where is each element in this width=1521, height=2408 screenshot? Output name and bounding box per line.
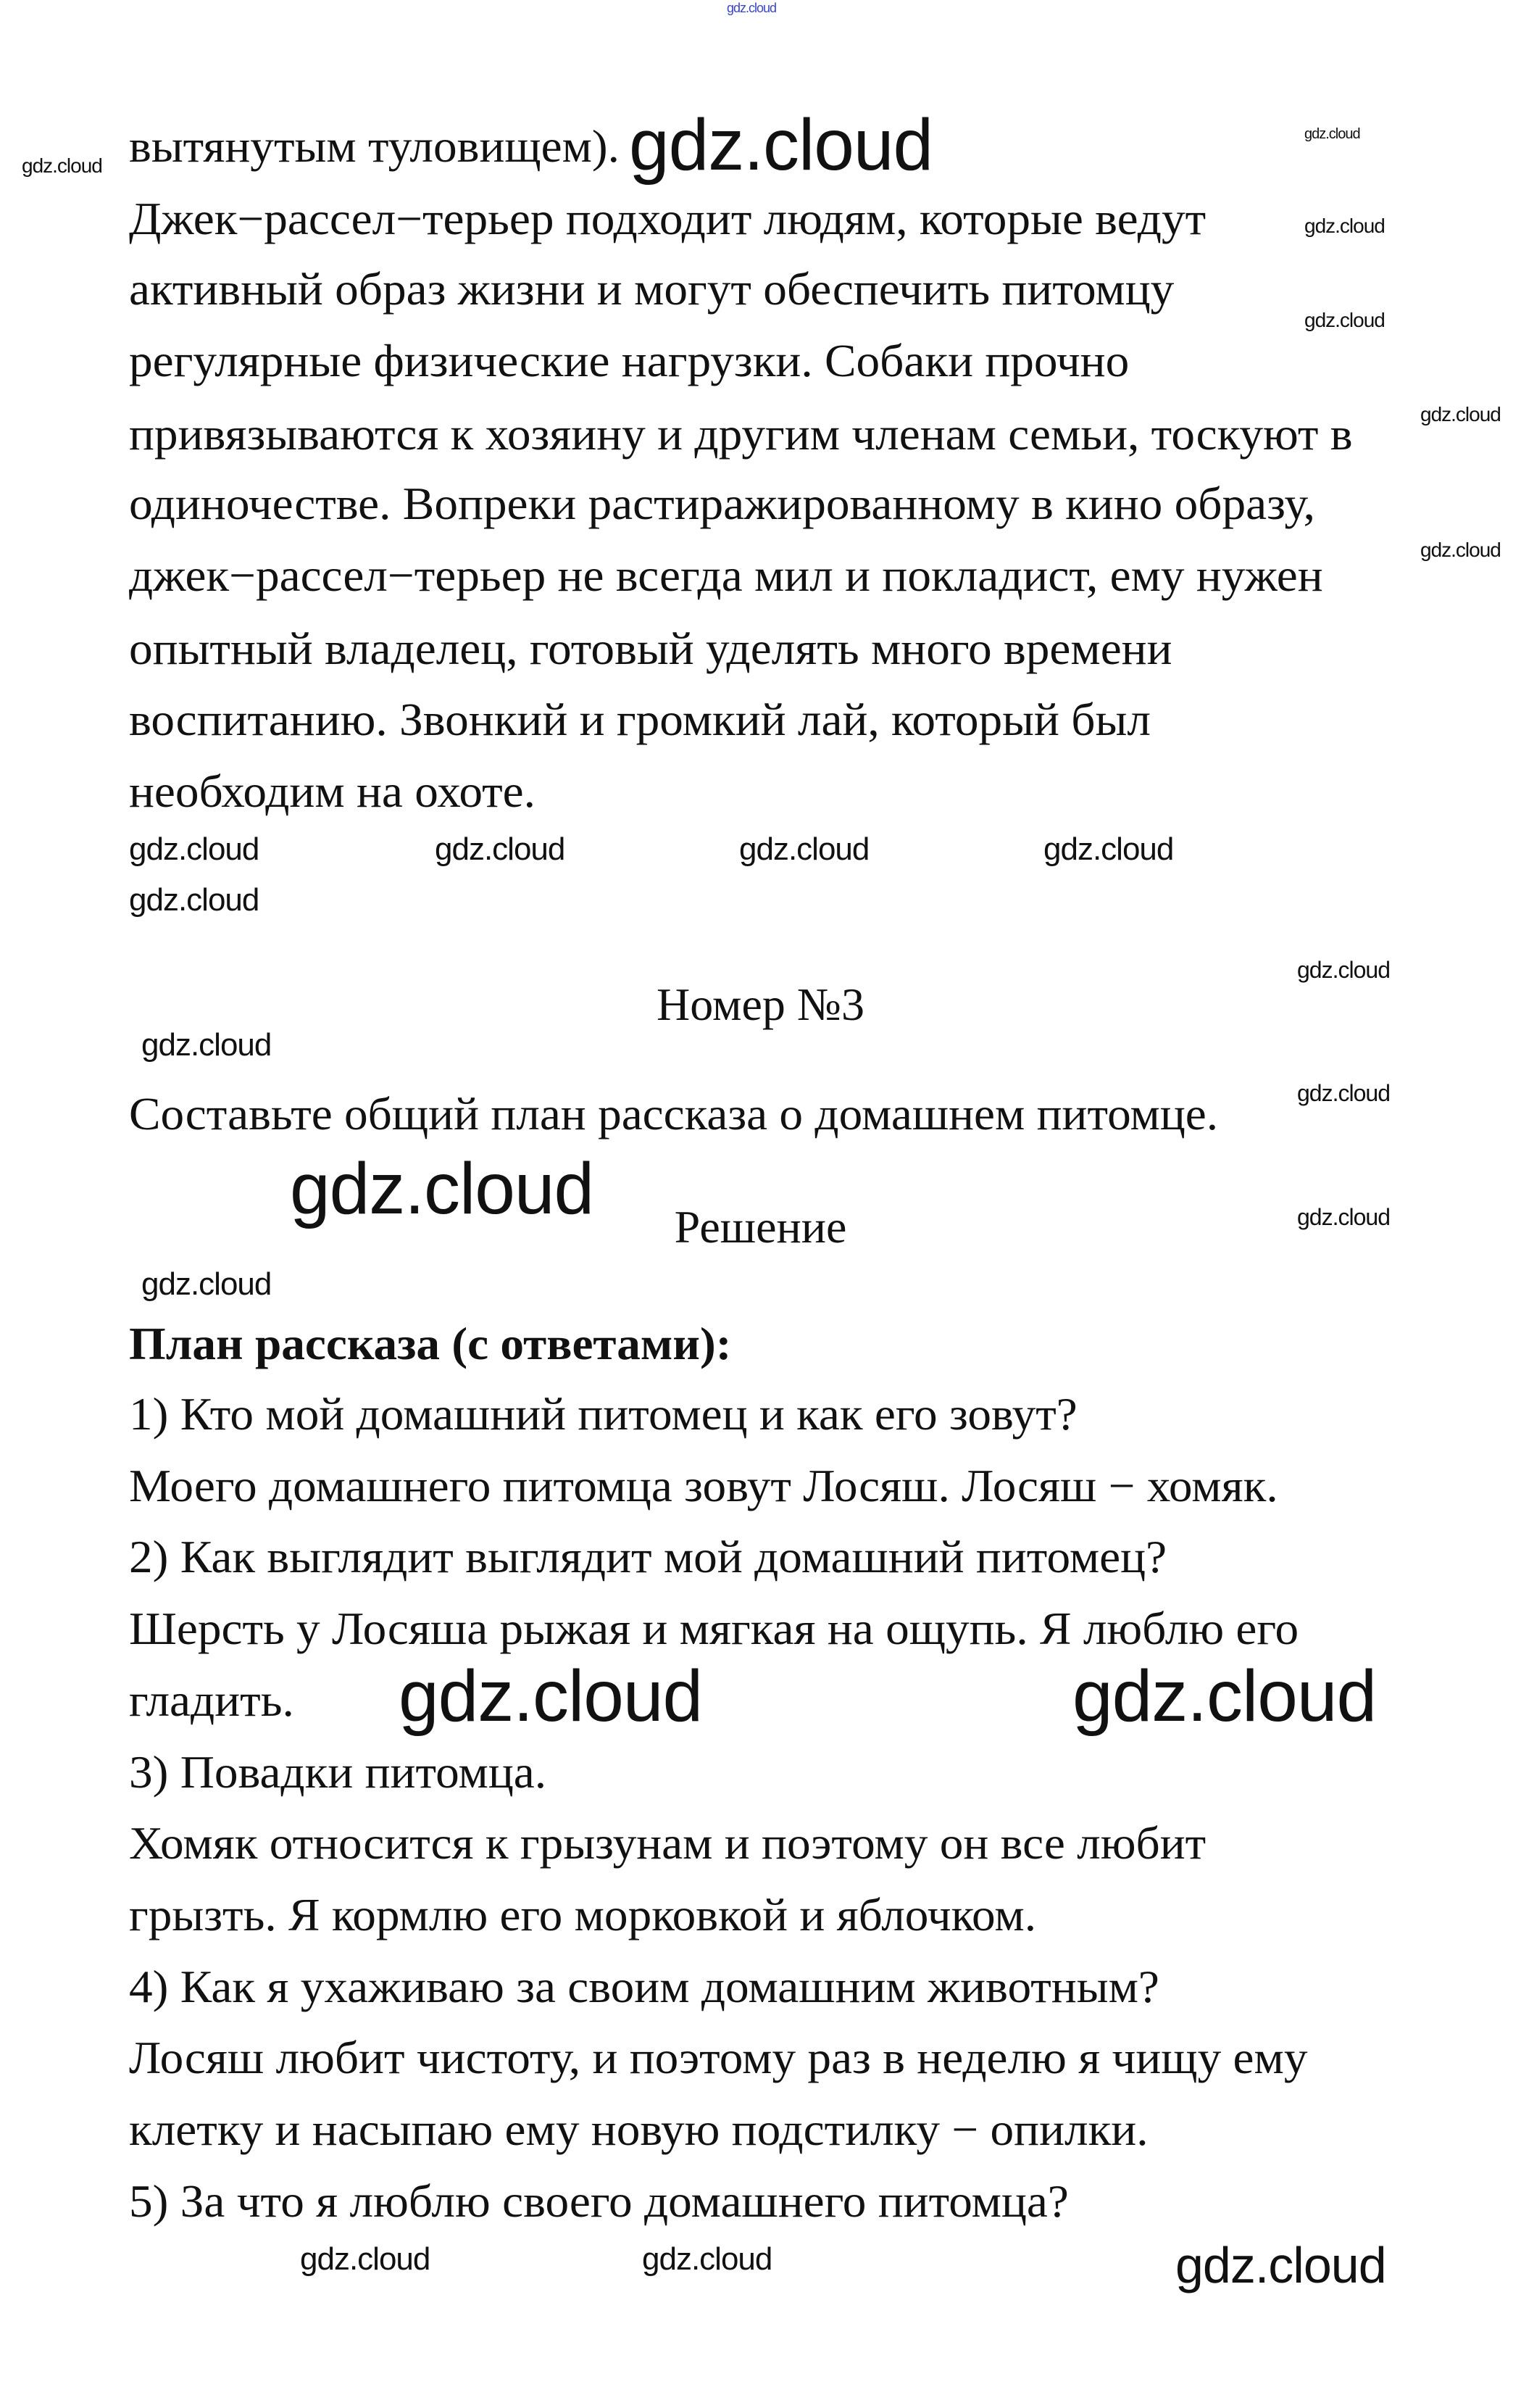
watermark: gdz.cloud [1304,309,1385,331]
answer-line: 2) Как выглядит выглядит мой домашний питомец? [129,1531,1167,1582]
watermark: gdz.cloud [1175,2237,1386,2293]
watermark: gdz.cloud [129,882,259,918]
answer-line: гладить. [129,1674,294,1726]
answer-line: 1) Кто мой домашний питомец и как его зовут? [129,1388,1078,1440]
task-number: Номер №3 [657,979,864,1030]
paragraph-line: вытянутым туловищем). [129,120,620,172]
watermark: gdz.cloud [22,154,102,177]
answer-line: Хомяк относится к грызунам и поэтому он все любит [129,1817,1207,1869]
watermark: gdz.cloud [1304,215,1385,237]
paragraph-line: активный образ жизни и могут обеспечить питомцу [129,263,1175,315]
watermark: gdz.cloud [435,831,565,867]
paragraph-line: опытный владелец, готовый уделять много времени [129,623,1172,674]
answer-line: клетку и насыпаю ему новую подстилку − опилки. [129,2104,1149,2155]
watermark: gdz.cloud [129,831,259,867]
answer-line: Шерсть у Лосяша рыжая и мягкая на ощупь. Я люблю его [129,1603,1299,1654]
watermark: gdz.cloud [739,831,870,867]
watermark: gdz.cloud [1420,403,1501,425]
watermark: gdz.cloud [727,1,777,15]
paragraph-line: одиночестве. Вопреки растиражированному в кино образу, [129,478,1315,529]
watermark: gdz.cloud [1420,539,1501,561]
watermark: gdz.cloud [1304,126,1360,142]
answer-line: 5) За что я люблю своего домашнего питомца? [129,2175,1069,2227]
watermark: gdz.cloud [642,2241,772,2277]
watermark: gdz.cloud [290,1148,594,1229]
watermark: gdz.cloud [1297,1204,1390,1230]
answer-line: грызть. Я кормлю его морковкой и яблочком. [129,1889,1037,1940]
watermark: gdz.cloud [141,1266,272,1302]
paragraph-line: воспитанию. Звонкий и громкий лай, который был [129,694,1151,745]
paragraph-line: регулярные физические нагрузки. Собаки прочно [129,335,1130,386]
answer-line: Лосяш любит чистоту, и поэтому раз в неделю я чищу ему [129,2032,1308,2083]
solution-label: Решение [674,1201,847,1253]
task-question: Составьте общий план рассказа о домашнем питомце. [129,1088,1219,1139]
watermark: gdz.cloud [1072,1656,1377,1737]
answer-line: Моего домашнего питомца зовут Лосяш. Лосяш − хомяк. [129,1460,1278,1511]
watermark: gdz.cloud [629,104,933,186]
answer-line: 3) Повадки питомца. [129,1746,547,1798]
watermark: gdz.cloud [1297,957,1390,983]
watermark: gdz.cloud [399,1656,703,1737]
watermark: gdz.cloud [141,1027,272,1063]
paragraph-line: необходим на охоте. [129,765,536,817]
answer-heading: План рассказа (с ответами): [129,1318,732,1369]
watermark: gdz.cloud [1043,831,1174,867]
paragraph-line: привязываются к хозяину и другим членам семьи, тоскуют в [129,408,1353,460]
answer-line: 4) Как я ухаживаю за своим домашним животным? [129,1961,1159,2012]
watermark: gdz.cloud [300,2241,430,2277]
watermark: gdz.cloud [1297,1080,1390,1106]
paragraph-line: Джек−рассел−терьер подходит людям, которые ведут [129,193,1207,244]
paragraph-line: джек−рассел−терьер не всегда мил и покладист, ему нужен [129,549,1323,601]
